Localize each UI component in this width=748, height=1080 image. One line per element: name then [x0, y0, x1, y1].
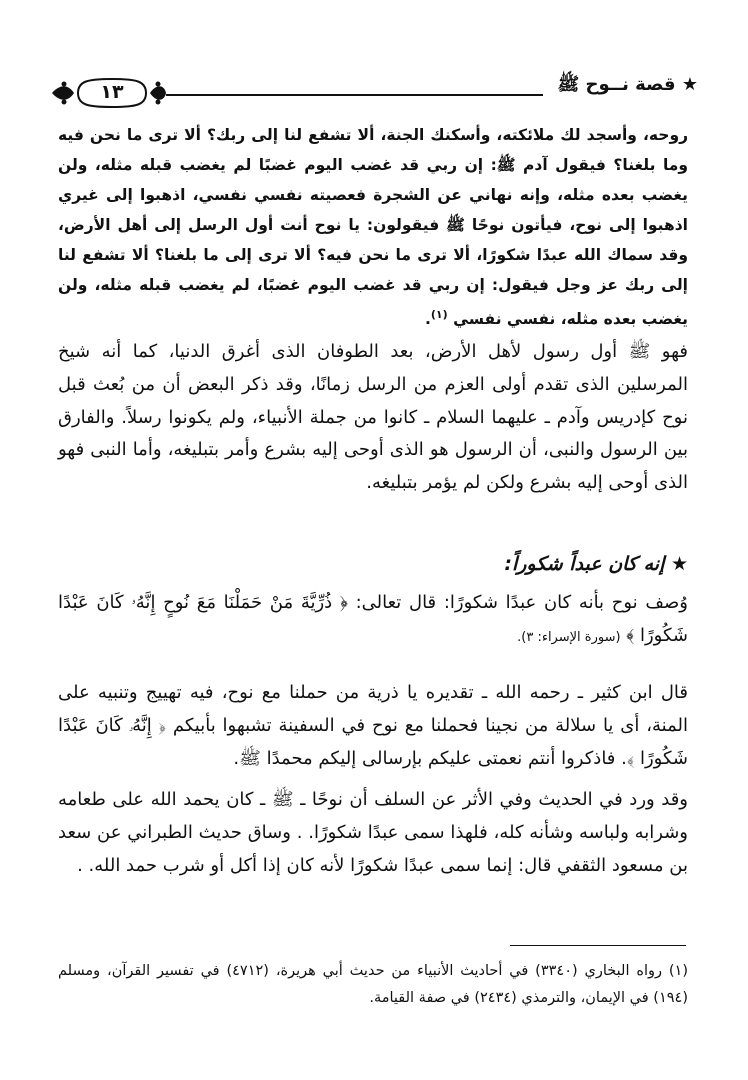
header-rule: [166, 94, 543, 96]
footnote: (١) رواه البخاري (٣٣٤٠) في أحاديث الأنبياء من حديث أبي هريرة، (٤٧١٢) في تفسير القرآن، ومسلم (١٩٤) في الإيمان، والترمذي (٢٤٣٤) في صفة القيامة.: [58, 963, 688, 1006]
hadith-quote: روحه، وأسجد لك ملائكته، وأسكنك الجنة، ألا تشفع لنا إلى ربك؟ ألا ترى ما نحن فيه وما بلغنا؟ فيقول آدم ﷺ: إن ربي قد غضب اليوم غضبًا لم يغضب قبله مثله، ولن يغضب بعده مثله، وإنه نهاني عن الشجرة فعصيته نفسي نفسي، اذهبوا إلى غيري اذهبوا إلى نوح، فيأتون نوحًا ﷺ فيقولون: يا نوح أنت أول الرسل إلى أهل الأرض، وقد سماك الله عبدًا شكورًا، ألا ترى ما نحن فيه؟ ألا ترى إلى ما بلغنا؟ ألا تشفع لنا إلى ربك عز وجل فيقول: إن ربي قد غضب اليوم غضبًا، لم يغضب قبله مثله، ولن يغضب بعده مثله، نفسي نفسي $^{(١)}$.: [58, 126, 688, 329]
paragraph-ibn-kathir: قال ابن كثير ـ رحمه الله ـ تقديره يا ذرية من حملنا مع نوح، فيه تهييج وتنبيه على المنة، أى يا سلالة من نجينا فحملنا مع نوح في السفينة تشبهوا بأبيكم ﴿ إِنَّهُۥ كَانَ عَبْدًا شَكُورًا ﴾. فاذكروا أنتم نعمتى عليكم بإرسالى إليكم محمدًا ﷺ.: [58, 682, 688, 769]
paragraph-first-messenger: فهو ﷺ أول رسول لأهل الأرض، بعد الطوفان الذى أغرق الدنيا، كما أنه شيخ المرسلين الذى تقدم أولى العزم من الرسل زمانًا، وقد ذكر البعض أن من بُعث قبل نوح كإدريس وآدم ـ عليهما السلام ـ كانوا من جملة الأنبياء، ولم يكونوا رسلاً. والفارق بين الرسول والنبى، أن الرسول هو الذى أوحى إليه بشرع وأمر بتبليغه، وأما النبى فهو الذى أوحى إليه بشرع ولكن لم يؤمر بتبليغه.: [58, 341, 688, 494]
hadith-text: روحه، وأسجد لك ملائكته، وأسكنك الجنة، ألا تشفع لنا إلى ربك؟ ألا ترى ما نحن فيه وما بلغنا؟ فيقول آدم ﷺ: إن ربي قد غضب اليوم غضبًا لم يغضب قبله مثله، ولن يغضب بعده مثله، وإنه نهاني عن الشجرة فعصيته نفسي نفسي، اذهبوا إلى غيري اذهبوا إلى نوح، فيأتون نوحًا ﷺ فيقولون: يا نوح أنت أول الرسل إلى أهل الأرض، وقد سماك الله عبدًا شكورًا، ألا ترى ما نحن فيه؟ ألا ترى إلى ما بلغنا؟ ألا تشفع لنا إلى ربك عز وجل فيقول: إن ربي قد غضب اليوم غضبًا، لم يغضب قبله مثله، ولن يغضب بعده مثله، نفسي نفسي: [58, 126, 688, 329]
paragraph-hadith-athar: وقد ورد في الحديث وفي الأثر عن السلف أن نوحًا ـ ﷺ ـ كان يحمد الله على طعامه وشرابه ولباسه وشأنه كله، فلهذا سمى عبدًا شكورًا. . وساق حديث الطبراني عن سعد بن مسعود الثقفي قال: إنما سمى عبدًا شكورًا لأنه كان إذا أكل أو شرب حمد الله. .: [58, 789, 688, 876]
page-number: ١٣: [100, 81, 124, 103]
surah-citation: (سورة الإسراء: ٣).: [517, 630, 621, 645]
quran-verse-text: وُصف نوح بأنه كان عبدًا شكورًا: قال تعالى: ﴿ ذُرِّيَّةَ مَنْ حَمَلْنَا مَعَ نُوحٍ إِنَّهُۥ كَانَ عَبْدًا شَكُورًا ﴾: [58, 592, 688, 646]
footnote-marker: (١): [430, 308, 448, 321]
paragraph-grateful-servant: [58, 586, 688, 654]
running-title: ★ قصة نــوح ﷺ: [557, 74, 698, 95]
page-header: [48, 68, 698, 112]
section-heading: ★ إنه كان عبداً شكوراً:: [504, 553, 688, 575]
footnote-rule: [510, 945, 686, 946]
